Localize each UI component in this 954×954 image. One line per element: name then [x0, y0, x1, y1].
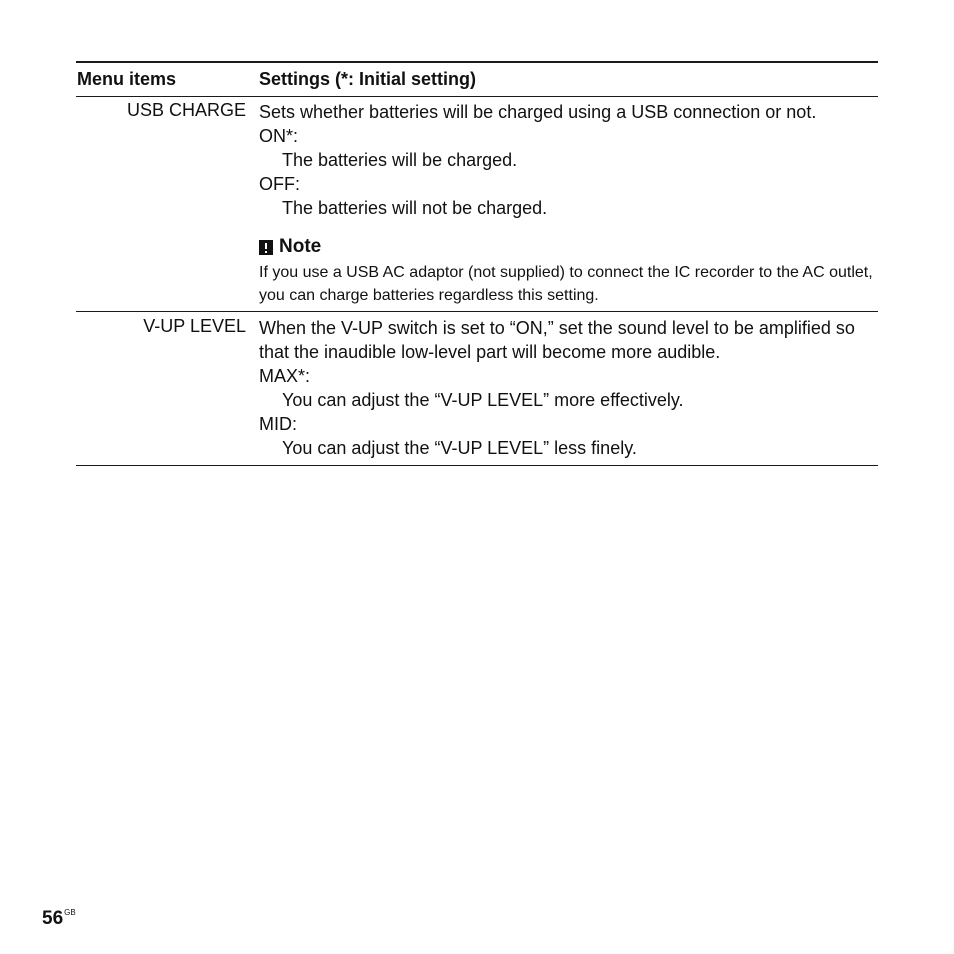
header-settings: Settings (*: Initial setting): [259, 69, 477, 89]
option-label: OFF:: [259, 174, 300, 194]
option-label: ON*:: [259, 126, 299, 146]
option-label: MID:: [259, 414, 297, 434]
settings-cell: [259, 100, 875, 307]
page-number: [42, 908, 76, 930]
setting-description: Sets whether batteries will be charged using a USB connection or not.: [259, 102, 817, 122]
option-label: MAX*:: [259, 366, 311, 386]
page-region-label: GB: [64, 908, 76, 917]
option-description: You can adjust the “V-UP LEVEL” less finely.: [282, 438, 637, 458]
note-title: Note: [279, 236, 322, 257]
option-description: The batteries will not be charged.: [282, 198, 548, 218]
option-description: The batteries will be charged.: [282, 150, 518, 170]
settings-cell: [259, 316, 875, 460]
table-header: [76, 63, 878, 96]
option-description: You can adjust the “V-UP LEVEL” more effectively.: [282, 390, 684, 410]
note-icon: [259, 240, 273, 255]
menu-item-usb-charge: USB CHARGE: [126, 100, 246, 120]
menu-item-v-up-level: V-UP LEVEL: [143, 316, 246, 336]
note-text: If you use a USB AC adaptor (not supplied) to connect the IC recorder to the AC outlet, you can charge batteries regardless this setting.: [259, 264, 873, 304]
setting-description: When the V-UP switch is set to “ON,” set the sound level to be amplified so that the inaudible low-level part will become more audible.: [259, 318, 855, 362]
table-row-usb-charge: [76, 97, 878, 311]
table-bottom-rule: [76, 465, 878, 466]
page-number-value: 56: [42, 908, 64, 929]
settings-table: [76, 61, 878, 466]
table-row-v-up-level: [76, 312, 878, 465]
note-heading: [259, 236, 875, 258]
header-menu-items: Menu items: [77, 69, 177, 89]
